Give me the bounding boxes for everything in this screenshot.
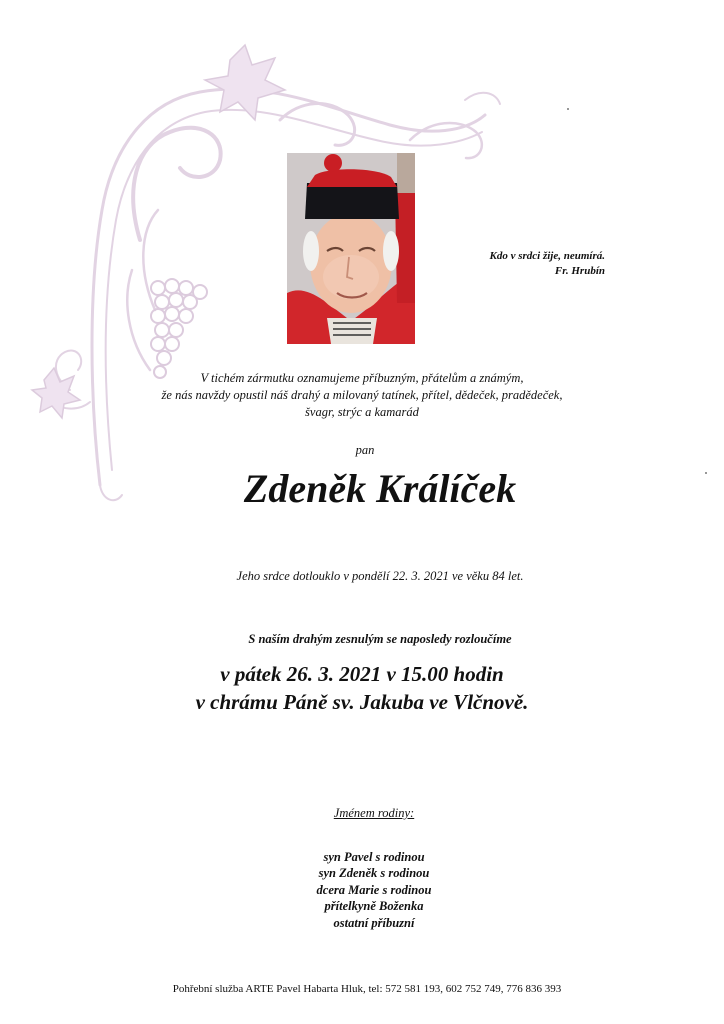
scan-speck xyxy=(567,108,569,110)
ceremony-details xyxy=(100,660,624,716)
deceased-name: Zdeněk Králíček xyxy=(243,466,517,511)
farewell-line: S naším drahým zesnulým se naposledy rozloučíme xyxy=(248,632,512,646)
funeral-service-footer: Pohřební služba ARTE Pavel Habarta Hluk, tel: 572 581 193, 602 752 749, 776 836 393 xyxy=(172,983,562,995)
family-list xyxy=(274,849,474,931)
announcement-intro xyxy=(100,370,624,421)
quote-author: Fr. Hrubín xyxy=(554,265,605,277)
ceremony-date: v pátek 26. 3. 2021 v 15.00 hodin xyxy=(220,662,504,686)
family-member: syn Pavel s rodinou xyxy=(323,850,425,864)
death-notice: Jeho srdce dotlouklo v pondělí 22. 3. 2021 ve věku 84 let. xyxy=(236,569,524,583)
honorific: pan xyxy=(355,443,375,457)
ceremony-place: v chrámu Páně sv. Jakuba ve Vlčnově. xyxy=(195,690,529,714)
family-member: přítelkyně Boženka xyxy=(324,899,424,914)
quote-text: Kdo v srdci žije, neumírá. xyxy=(489,250,605,262)
intro-line: švagr, strýc a kamarád xyxy=(305,405,419,419)
family-heading xyxy=(274,806,474,821)
portrait-photo xyxy=(287,153,415,344)
family-member: syn Zdeněk s rodinou xyxy=(318,866,430,881)
family-member: dcera Marie s rodinou xyxy=(316,882,432,897)
memorial-quote xyxy=(430,249,605,279)
scan-speck xyxy=(705,472,707,474)
intro-line: V tichém zármutku oznamujeme příbuzným, přátelům a známým, xyxy=(200,371,524,385)
family-member: ostatní příbuzní xyxy=(333,915,415,930)
family-heading-text: Jménem rodiny: xyxy=(333,806,415,820)
intro-line: že nás navždy opustil náš drahý a milovaný tatínek, přítel, dědeček, pradědeček, xyxy=(161,388,563,402)
